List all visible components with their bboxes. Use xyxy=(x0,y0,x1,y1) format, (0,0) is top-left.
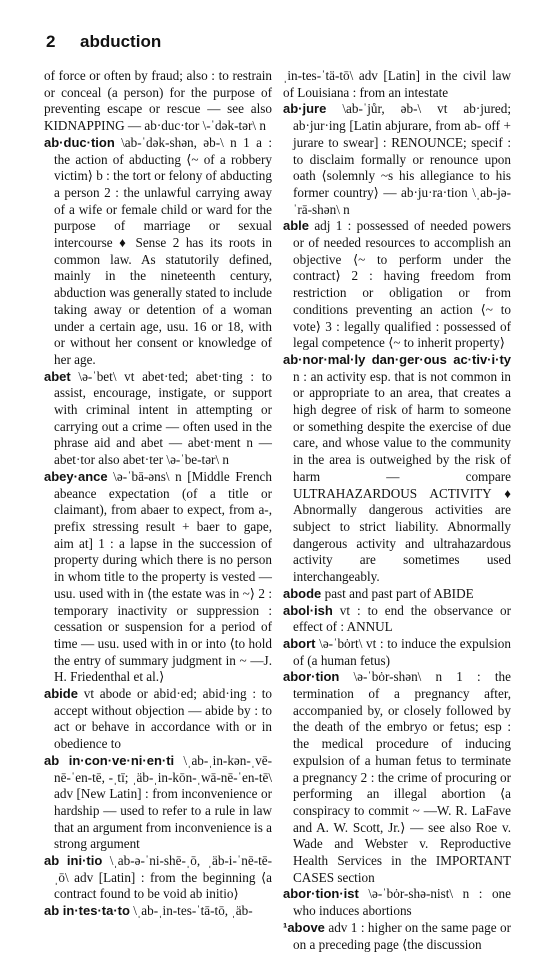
entry-body: \ə-ˈbet\ vt abet·ted; abet·ting : to assist, encourage, instigate, or support with criminal intent in attempting or carrying out a crime — often used in the phrase aid and abet — abet·ment n — abet·tor also abet·ter \ə-ˈbe-tər\ n xyxy=(54,368,272,468)
entry-body: \ə-ˈbȯr-shən\ n 1 : the termination of a pregnancy after, accompanied by, or closely followed by the death of the embryo or fetus; esp : the medical procedure of inducing expulsion of a human fetus to terminate a pregnancy 2 : the crime of procuring or performing an illegal abortion ⟨a conspiracy to commit ~ —W. R. LaFave and A. W. Scott, Jr.⟩ — see also Roe v. Wade and Webster v. Reproductive Health Services in the IMPORTANT CASES section xyxy=(293,669,511,885)
entry-body: \ə-ˈbȯrt\ vt : to induce the expulsion of (a human fetus) xyxy=(293,635,511,668)
dictionary-entry xyxy=(283,669,511,886)
right-column xyxy=(283,68,511,953)
entry-body: \ˌab-ˌin-kən-ˌvē-nē-ˈen-tē, -ˌtī; ˌäb-ˌin-kōn-ˌwā-nē-ˈen-tē\ adv [New Latin] : from inconvenience or hardship — used to refer to a rule in law that an argument from inconvenience is a strong argument xyxy=(54,752,273,852)
dictionary-entry xyxy=(283,636,511,669)
entry-headword: ab·jure xyxy=(283,101,327,117)
entry-headword: ¹above xyxy=(283,919,325,935)
entry-body: adv 1 : higher on the same page or on a preceding page ⟨the discussion xyxy=(293,919,512,952)
entry-body: vt : to end the observance or effect of : ANNUL xyxy=(293,602,511,635)
entry-continuation xyxy=(283,68,511,101)
entry-headword: abort xyxy=(283,635,316,651)
entry-body: of force or often by fraud; also : to restrain or conceal (a person) for the purpose of preventing escape or rescue — see also KIDNAPPING — ab·duc·tor \-ˈdək-tər\ n xyxy=(44,68,272,134)
dictionary-entry xyxy=(283,920,511,953)
entry-headword: abor·tion xyxy=(283,669,340,685)
dictionary-entry xyxy=(44,469,272,686)
guide-word: abduction xyxy=(80,32,162,51)
entry-headword: abet xyxy=(44,368,71,384)
dictionary-entry xyxy=(44,686,272,753)
entry-body: \ˌab-ə-ˈni-shē-ˌō, ˌäb-i-ˈnē-tē-ˌō\ adv [Latin] : from the beginning ⟨a contract found to be void ab initio⟩ xyxy=(54,853,272,902)
entry-headword: abor·tion·ist xyxy=(283,886,359,902)
entry-body: vt abode or abid·ed; abid·ing : to accept without objection — abide by : to act or behave in accordance with or in obedience to xyxy=(54,686,272,752)
dictionary-entry xyxy=(44,853,272,903)
entry-body: \ab-ˈdək-shən, əb-\ n 1 a : the action of abducting ⟨~ of a robbery victim⟩ b : the tort or felony of abducting a person 2 : the unlawful carrying away of a wife or female child or ward for the purpose of marriage or sexual intercourse ♦ Sense 2 has its roots in common law. As statutorily defined, mainly in the nineteenth century, abduction was generally stated to include taking away or detention of a woman under a certain age, usu. 16 or 18, with or without her consent or knowledge of her age. xyxy=(54,134,272,367)
dictionary-entry xyxy=(44,369,272,469)
entry-body: \ˌab-ˌin-tes-ˈtā-tō, ˌäb- xyxy=(133,903,253,919)
left-column xyxy=(44,68,272,920)
dictionary-entry xyxy=(44,753,272,853)
entry-headword: ab ini·tio xyxy=(44,853,103,869)
entry-headword: ab in·tes·ta·to xyxy=(44,903,130,919)
page-header xyxy=(46,32,161,52)
entry-body: n : an activity esp. that is not common in or appropriate to an area, that creates a high degree of risk of harm to someone or something despite the exercise of due care, and whose value to the community in the area is outweighed by the risk of harm — compare ULTRAHAZARDOUS ACTIVITY ♦ Abnormally dangerous activities are subject to strict liability. Abnormally dangerous activity and ultrahazardous activity are sometimes used interchangeably. xyxy=(293,368,511,585)
entry-continuation xyxy=(44,68,272,135)
dictionary-entry xyxy=(283,218,511,352)
entry-body: ˌin-tes-ˈtä-tō\ adv [Latin] in the civil law of Louisiana : from an intestate xyxy=(283,68,511,100)
entry-headword: abode xyxy=(283,585,322,601)
entry-headword: abide xyxy=(44,686,78,702)
dictionary-entry xyxy=(283,603,511,636)
dictionary-entry xyxy=(283,586,511,603)
entry-body: \ab-ˈjůr, əb-\ vt ab·jured; ab·jur·ing [Latin abjurare, from ab- off + jurare to swear] : RENOUNCE; specif : to disclaim formally or renounce upon oath ⟨solemnly ~s his allegiance to his former country⟩ — ab·ju·ra·tion \ˌab-jə-ˈrā-shən\ n xyxy=(293,101,512,217)
entry-headword: abey·ance xyxy=(44,468,108,484)
entry-headword: ab in·con·ve·ni·en·ti xyxy=(44,752,175,768)
entry-body: \ə-ˈbā-əns\ n [Middle French abeance expectation (of a title or claimant), from abaer to expect, from a-, prefix stressing result + baer to gape, aim at] 1 : a lapse in the succession of property during which there is no person in whom title to the property is vested — usu. used with in ⟨the estate was in ~⟩ 2 : temporary inactivity or suppression : cessation or suspension for a period of time — usu. used with in or into ⟨to hold the entry of summary judgment in ~ —J. H. Friedenthal et al.⟩ xyxy=(54,468,272,685)
entry-headword: ab·duc·tion xyxy=(44,134,115,150)
dictionary-entry xyxy=(44,135,272,369)
entry-headword: able xyxy=(283,218,310,234)
dictionary-entry xyxy=(44,903,272,920)
dictionary-entry xyxy=(283,352,511,586)
entry-headword: ab·nor·mal·ly dan·ger·ous ac·tiv·i·ty xyxy=(283,351,511,367)
dictionary-entry xyxy=(283,101,511,218)
entry-body: adj 1 : possessed of needed powers or of needed resources to accomplish an objective ⟨~ to perform under the contract⟩ 2 : having freedom from restriction or obligation or from conditions preventing an action ⟨~ to vote⟩ 3 : legally qualified : possessed of legal competence ⟨~ to inherit property⟩ xyxy=(293,218,511,351)
entry-body: \ə-ˈbȯr-shə-nist\ n : one who induces abortions xyxy=(293,886,511,919)
dictionary-entry xyxy=(283,886,511,919)
entry-headword: abol·ish xyxy=(283,602,333,618)
page-number: 2 xyxy=(46,32,56,51)
entry-body: past and past part of ABIDE xyxy=(324,585,474,601)
